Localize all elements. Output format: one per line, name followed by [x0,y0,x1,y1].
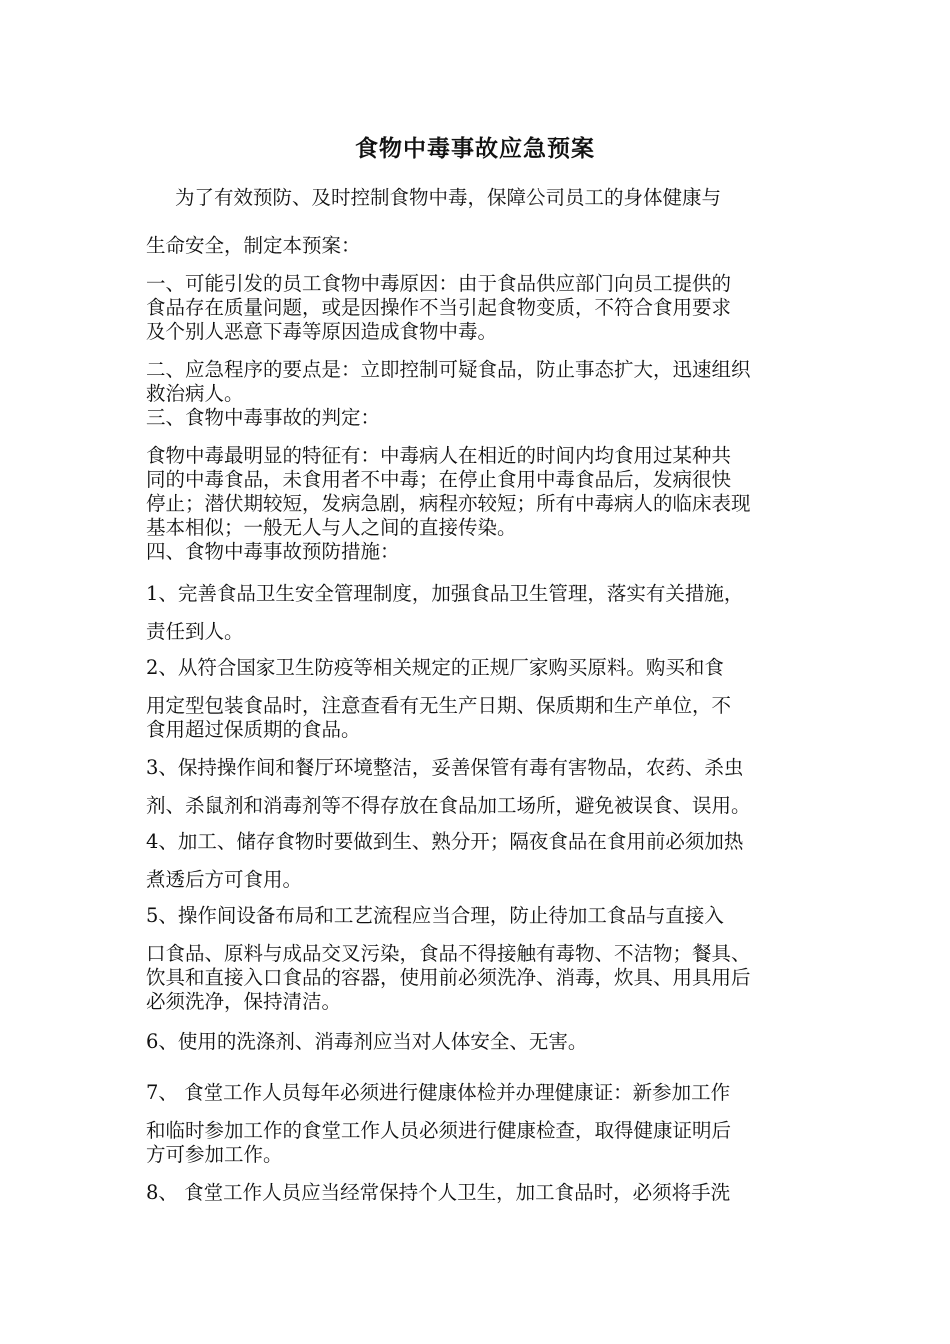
text-line: 必须洗净，保持清洁。 [146,990,342,1013]
text-line: 剂、杀鼠剂和消毒剂等不得存放在食品加工场所，避免被误食、误用。 [146,794,751,817]
text-line: 四、食物中毒事故预防措施： [146,540,400,563]
text-line: 责任到人。 [146,620,244,643]
text-line: 口食品、原料与成品交叉污染，食品不得接触有毒物、不洁物；餐具、 [146,942,751,965]
text-line: 2、从符合国家卫生防疫等相关规定的正规厂家购买原料。购买和食 [146,656,724,679]
text-line: 煮透后方可食用。 [146,868,303,891]
text-line: 食品存在质量问题，或是因操作不当引起食物变质，不符合食用要求 [146,296,732,319]
text-line: 救治病人。 [146,382,244,405]
text-line: 4、加工、储存食物时要做到生、熟分开；隔夜食品在食用前必须加热 [146,830,744,853]
text-line: 食用超过保质期的食品。 [146,718,361,741]
text-line: 饮具和直接入口食品的容器，使用前必须洗净、消毒，炊具、用具用后 [146,966,751,989]
text-line: 三、食物中毒事故的判定： [146,406,381,429]
text-line: 食物中毒最明显的特征有：中毒病人在相近的时间内均食用过某种共 [146,444,732,467]
text-line: 为了有效预防、及时控制食物中毒，保障公司员工的身体健康与 [175,186,722,209]
text-line: 及个别人恶意下毒等原因造成食物中毒。 [146,320,498,343]
text-line: 基本相似；一般无人与人之间的直接传染。 [146,516,517,539]
text-line: 5、操作间设备布局和工艺流程应当合理，防止待加工食品与直接入 [146,904,724,927]
text-line: 和临时参加工作的食堂工作人员必须进行健康检查，取得健康证明后 [146,1119,732,1142]
text-line: 一、可能引发的员工食物中毒原因：由于食品供应部门向员工提供的 [146,272,732,295]
text-line: 生命安全，制定本预案： [146,234,361,257]
text-line: 用定型包装食品时，注意查看有无生产日期、保质期和生产单位，不 [146,694,732,717]
document-title: 食物中毒事故应急预案 [355,135,595,162]
text-line: 停止；潜伏期较短，发病急剧，病程亦较短；所有中毒病人的临床表现 [146,492,751,515]
text-line: 同的中毒食品，未食用者不中毒；在停止食用中毒食品后，发病很快 [146,468,732,491]
text-line: 1、完善食品卫生安全管理制度，加强食品卫生管理，落实有关措施， [146,582,744,605]
text-line: 二、应急程序的要点是：立即控制可疑食品，防止事态扩大，迅速组织 [146,358,751,381]
text-line: 3、保持操作间和餐厅环境整洁，妥善保管有毒有害物品，农药、杀虫 [146,756,744,779]
text-line: 8、 食堂工作人员应当经常保持个人卫生，加工食品时，必须将手洗 [146,1181,731,1204]
text-line: 6、使用的洗涤剂、消毒剂应当对人体安全、无害。 [146,1030,588,1053]
text-line: 方可参加工作。 [146,1143,283,1166]
text-line: 7、 食堂工作人员每年必须进行健康体检并办理健康证：新参加工作 [146,1081,731,1104]
